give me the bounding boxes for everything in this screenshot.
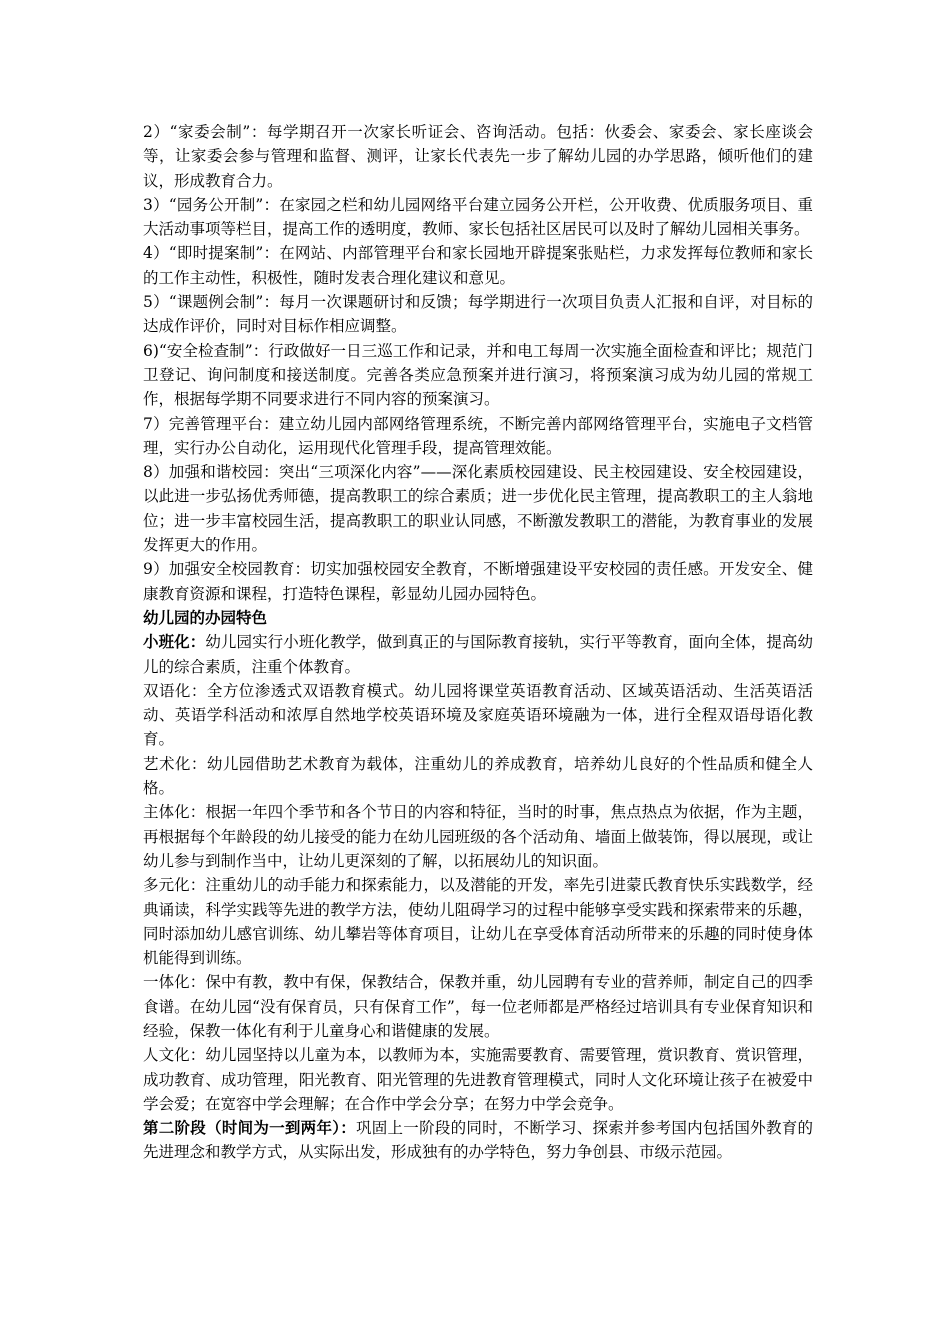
paragraph-label: 小班化：	[143, 632, 206, 652]
paragraph-text: 一体化：保中有教，教中有保，保教结合，保教并重，幼儿园聘有专业的营养师，制定自己的四季食谱。在幼儿园“没有保育员，只有保育工作”，每一位老师都是严格经过培训具有专业保育知识和经验，保教一体化有利于儿童身心和谐健康的发展。	[143, 973, 813, 1040]
paragraph-text: 3）“园务公开制”：在家园之栏和幼儿园网络平台建立园务公开栏，公开收费、优质服务项目、重大活动事项等栏目，提高工作的透明度，教师、家长包括社区居民可以及时了解幼儿园相关事务。	[143, 195, 813, 239]
paragraph-text: 巩固上一阶段的同时，不断学习、探索并参考国内包括国外教育的先进理念和教学方式，从实际出发，形成独有的办学特色，努力争创县、市级示范园。	[143, 1119, 813, 1162]
paragraph-research-meeting	[143, 290, 813, 339]
section-heading-label: 幼儿园的办园特色	[143, 607, 268, 627]
paragraph-text: 4）“即时提案制”：在网站、内部管理平台和家长园地开辟提案张贴栏，力求发挥每位教师和家长的工作主动性，积极性，随时发表合理化建议和意见。	[143, 244, 813, 287]
paragraph-management-platform	[143, 412, 813, 461]
paragraph-thematic	[143, 800, 813, 873]
paragraph-humanistic	[143, 1043, 813, 1116]
paragraph-text: 9）加强安全校园教育：切实加强校园安全教育，不断增强建设平安校园的责任感。开发安全、健康教育资源和课程，打造特色课程，彰显幼儿园办园特色。	[143, 560, 813, 603]
paragraph-artistic	[143, 752, 813, 801]
paragraph-text: 7）完善管理平台：建立幼儿园内部网络管理系统，不断完善内部网络管理平台，实施电子文档管理，实行办公自动化，运用现代化管理手段，提高管理效能。	[143, 414, 813, 457]
paragraph-text: 多元化：注重幼儿的动手能力和探索能力，以及潜能的开发，率先引进蒙氏教育快乐实践数学，经典诵读，科学实践等先进的教学方法，使幼儿阻碍学习的过程中能够享受实践和探索带来的乐趣，同时添加幼儿感官训练、幼儿攀岩等体育项目，让幼儿在享受体育活动所带来的乐趣的同时使身体机能得到训练。	[143, 876, 813, 968]
paragraph-label: 第二阶段（时间为一到两年）：	[143, 1118, 356, 1138]
paragraph-text: 双语化：全方位渗透式双语教育模式。幼儿园将课堂英语教育活动、区域英语活动、生活英语活动、英语学科活动和浓厚自然地学校英语环境及家庭英语环境融为一体，进行全程双语母语化教育。	[143, 681, 813, 749]
paragraph-diversified	[143, 873, 813, 970]
paragraph-text: 5）“课题例会制”：每月一次课题研讨和反馈；每学期进行一次项目负责人汇报和自评，对目标的达成作评价，同时对目标作相应调整。	[143, 293, 813, 336]
section-heading	[143, 606, 813, 630]
paragraph-affairs-disclosure	[143, 193, 813, 242]
document-page	[143, 120, 813, 1165]
paragraph-text: 8）加强和谐校园：突出“三项深化内容”——深化素质校园建设、民主校园建设、安全校园建设，以此进一步弘扬优秀师德，提高教职工的综合素质；进一步优化民主管理，提高教职工的主人翁地位；进一步丰富校园生活，提高教职工的职业认同感，不断激发教职工的潜能，为教育事业的发展发挥更大的作用。	[143, 463, 813, 555]
paragraph-safety-inspection	[143, 339, 813, 412]
paragraph-text: 人文化：幼儿园坚持以儿童为本，以教师为本，实施需要教育、需要管理，赏识教育、赏识管理，成功教育、成功管理，阳光教育、阳光管理的先进教育管理模式，同时人文化环境让孩子在被爱中学会爱；在宽容中学会理解；在合作中学会分享；在努力中学会竞争。	[143, 1046, 813, 1113]
paragraph-text: 2）“家委会制”：每学期召开一次家长听证会、咨询活动。包括：伙委会、家委会、家长座谈会等，让家委会参与管理和监督、测评，让家长代表先一步了解幼儿园的办学思路，倾听他们的建议，形成教育合力。	[143, 123, 813, 190]
paragraph-safety-education	[143, 557, 813, 606]
paragraph-text: 艺术化：幼儿园借助艺术教育为载体，注重幼儿的养成教育，培养幼儿良好的个性品质和健全人格。	[143, 754, 813, 798]
paragraph-proposal-system	[143, 241, 813, 290]
paragraph-integrated	[143, 970, 813, 1043]
paragraph-text: 幼儿园实行小班化教学，做到真正的与国际教育接轨，实行平等教育，面向全体，提高幼儿的综合素质，注重个体教育。	[143, 633, 813, 676]
paragraph-text: 主体化：根据一年四个季节和各个节日的内容和特征，当时的时事，焦点热点为依据，作为主题，再根据每个年龄段的幼儿接受的能力在幼儿园班级的各个活动角、墙面上做装饰，得以展现，或让幼儿参与到制作当中，让幼儿更深刻的了解，以拓展幼儿的知识面。	[143, 803, 813, 870]
paragraph-bilingual	[143, 679, 813, 752]
paragraph-second-stage	[143, 1116, 813, 1165]
paragraph-harmonious-campus	[143, 460, 813, 557]
paragraph-small-class	[143, 630, 813, 679]
paragraph-family-committee	[143, 120, 813, 193]
paragraph-text: 6)“安全检查制”：行政做好一日三巡工作和记录，并和电工每周一次实施全面检查和评比；规范门卫登记、询问制度和接送制度。完善各类应急预案并进行演习，将预案演习成为幼儿园的常规工作，根据每学期不同要求进行不同内容的预案演习。	[143, 341, 813, 409]
